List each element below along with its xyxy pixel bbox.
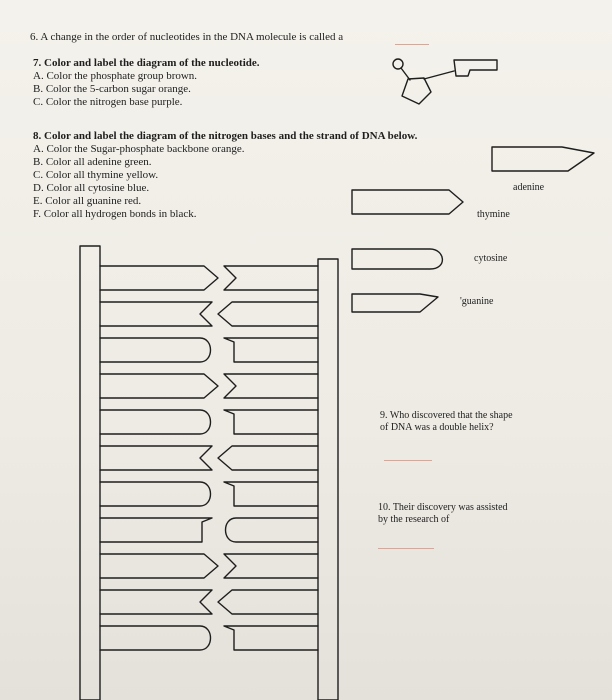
ladder-base-right-cytosine[interactable] [226, 518, 319, 542]
question-8-item-c: C. Color all thymine yellow. [33, 169, 159, 181]
ladder-base-left-cytosine[interactable] [100, 626, 211, 650]
ladder-base-left-adenine[interactable] [100, 554, 218, 578]
ladder-base-left-thymine[interactable] [100, 446, 212, 470]
question-8-item-b: B. Color all adenine green. [33, 156, 152, 168]
question-8-title: 8. Color and label the diagram of the nitrogen bases and the strand of DNA below. [33, 130, 418, 142]
ladder-base-left-cytosine[interactable] [100, 410, 211, 434]
ladder-base-right-thymine[interactable] [224, 374, 318, 398]
ladder-base-right-guanine[interactable] [224, 482, 318, 506]
question-7-title: 7. Color and label the diagram of the nucleotide. [33, 57, 260, 69]
question-8-item-f: F. Color all hydrogen bonds in black. [33, 208, 197, 220]
label-guanine: 'guanine [460, 296, 494, 307]
ladder-base-right-guanine[interactable] [224, 626, 318, 650]
cytosine-key-shape[interactable] [352, 249, 442, 269]
question-10-line-2: by the research of [378, 514, 450, 525]
ladder-base-right-adenine[interactable] [218, 446, 318, 470]
question-7-item-b: B. Color the 5-carbon sugar orange. [33, 83, 191, 95]
question-10-line-1: 10. Their discovery was assisted [378, 502, 508, 513]
guanine-key-shape[interactable] [352, 294, 438, 312]
question-8-item-a: A. Color the Sugar-phosphate backbone orange. [33, 143, 245, 155]
sugar-pentagon[interactable] [402, 78, 431, 104]
base-pair-rungs [100, 266, 318, 650]
phosphate-group-circle[interactable] [393, 59, 403, 69]
adenine-key-shape[interactable] [492, 147, 594, 171]
label-cytosine: cytosine [474, 253, 508, 264]
question-6-text: 6. A change in the order of nucleotides in the DNA molecule is called a [30, 31, 344, 43]
left-backbone[interactable] [80, 246, 100, 700]
base-key [352, 147, 594, 312]
ladder-base-right-adenine[interactable] [218, 590, 318, 614]
question-7-item-a: A. Color the phosphate group brown. [33, 70, 198, 82]
ladder-base-right-thymine[interactable] [224, 554, 318, 578]
phosphate-sugar-bond [401, 68, 410, 80]
question-7-item-c: C. Color the nitrogen base purple. [33, 96, 183, 108]
question-9-line-2: of DNA was a double helix? [380, 422, 494, 433]
question-9-line-1: 9. Who discovered that the shape [380, 410, 513, 421]
ladder-base-left-guanine[interactable] [100, 518, 212, 542]
ladder-base-left-thymine[interactable] [100, 590, 212, 614]
nitrogen-base-shape[interactable] [454, 60, 497, 76]
dna-ladder [80, 246, 338, 700]
question-8-item-e: E. Color all guanine red. [33, 195, 142, 207]
ladder-base-right-adenine[interactable] [218, 302, 318, 326]
ladder-base-left-adenine[interactable] [100, 374, 218, 398]
ladder-base-right-guanine[interactable] [224, 410, 318, 434]
ladder-base-right-thymine[interactable] [224, 266, 318, 290]
ladder-base-left-adenine[interactable] [100, 266, 218, 290]
nucleotide-diagram [393, 59, 497, 104]
label-thymine: thymine [477, 209, 510, 220]
sugar-base-bond [424, 71, 454, 79]
label-adenine: adenine [513, 182, 545, 193]
ladder-base-left-cytosine[interactable] [100, 338, 211, 362]
thymine-key-shape[interactable] [352, 190, 463, 214]
ladder-base-right-guanine[interactable] [224, 338, 318, 362]
right-backbone[interactable] [318, 259, 338, 700]
question-8-item-d: D. Color all cytosine blue. [33, 182, 150, 194]
ladder-base-left-cytosine[interactable] [100, 482, 211, 506]
ladder-base-left-thymine[interactable] [100, 302, 212, 326]
